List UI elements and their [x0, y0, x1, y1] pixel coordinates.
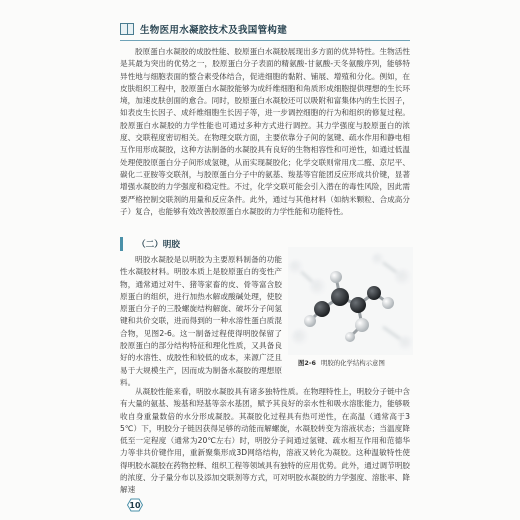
paragraph-text: 从凝胶性能来看，明胶水凝胶具有诸多独特性质。在物理特性上，明胶分子链中含有大量的氨基、羧基和羟基等亲水基团，赋予其良好的亲水性和吸水溶胀能力，能够吸收自身重量数倍的水分形成凝胶。其凝胶化过程具有热可逆性，在高温（通常高于35℃）下，明胶分子链因获得足够的动能而解螺旋，水凝胶转变为溶液状态；当温度降低至一定程度（通常为20℃左右）时，明胶分子间通过氢键、疏水相互作用和范德华力等非共价键作用，重新聚集形成3D网络结构，溶液又转化为凝胶。这种温敏特性使得明胶水凝胶在药物控释、组织工程等领域具有独特的应用优势。此外，通过调节明胶的浓度、分子量分布以及添加交联剂等方式，可对明胶水凝胶的力学强度、溶胀率、降解速 — [120, 387, 410, 495]
body-paragraph-gelatin-intro — [120, 254, 282, 389]
section-heading-gelatin: （二）明胶 — [120, 237, 240, 251]
book-icon — [120, 23, 134, 35]
body-paragraph-collagen — [120, 46, 410, 218]
molecule-illustration — [288, 247, 413, 355]
page-number-text: 10 — [129, 500, 141, 510]
paragraph-text: 胶原蛋白水凝胶的成胶性能、胶原蛋白水凝胶展现出多方面的优异特性。生物活性是其最为突出的优势之一，胶原蛋白分子表面的精氨酸-甘氨酸-天冬氨酸序列，能够特异性地与细胞表面的整合素受体结合，促进细胞的黏附、铺展、增殖和分化。例如，在皮肤组织工程中，胶原蛋白水凝胶能够为成纤维细胞和角质形成细胞提供理想的生长环境，加速皮肤创面的愈合。同时，胶原蛋白水凝胶还可以吸附和富集体内的生长因子，如表皮生长因子、成纤维细胞生长因子等，进一步调控细胞的行为和组织的修复过程。胶原蛋白水凝胶的力学性能也可通过多种方式进行调控。其力学强度与胶原蛋白的浓度、交联程度密切相关。在物理交联方面，主要依靠分子间的氢键、疏水作用和静电相互作用形成凝胶，这种方法制备的水凝胶具有良好的生物相容性和可逆性，如通过低温处理使胶原蛋白分子间形成氢键，从而实现凝胶化；化学交联则常用戊二醛、京尼平、碳化二亚胺等交联剂，与胶原蛋白分子中的氨基、羧基等官能团反应形成共价键，显著增强水凝胶的力学强度和稳定性。不过，化学交联可能会引入潜在的毒性风险，因此需要严格控制交联剂的用量和反应条件。此外，通过与其他材料（如纳米颗粒、合成高分子）复合，也能够有效改善胶原蛋白水凝胶的力学性能和功能特性。 — [120, 47, 410, 216]
running-header — [120, 18, 410, 41]
body-paragraph-gelatin-properties — [120, 386, 410, 497]
page-number — [127, 498, 143, 512]
figure-number: 图2-6 — [298, 359, 316, 367]
figure-caption — [288, 358, 413, 368]
running-header-title: 生物医用水凝胶技术及我国管构建 — [140, 25, 288, 36]
figure-caption-text: 明胶的化学结构示意图 — [320, 359, 385, 367]
paragraph-text: 明胶水凝胶是以明胶为主要原料制备的功能性水凝胶材料。明胶本质上是胶原蛋白的变性产物，通常通过对牛、猪等家畜的皮、骨等富含胶原蛋白的组织，进行加热水解或酸碱处理，使胶原蛋白分子的三股螺旋结构解旋、破坏分子间氢键和共价交联，进而得到的一种水溶性蛋白质混合物，见图2-6。这一制备过程使得明胶保留了胶原蛋白的部分结构特征和理化性质，又具备良好的水溶性、成胶性和较低的成本，来源广泛且易于大规模生产，因而成为制备水凝胶的理想原料。 — [120, 255, 282, 387]
figure-gelatin-structure — [288, 247, 413, 369]
